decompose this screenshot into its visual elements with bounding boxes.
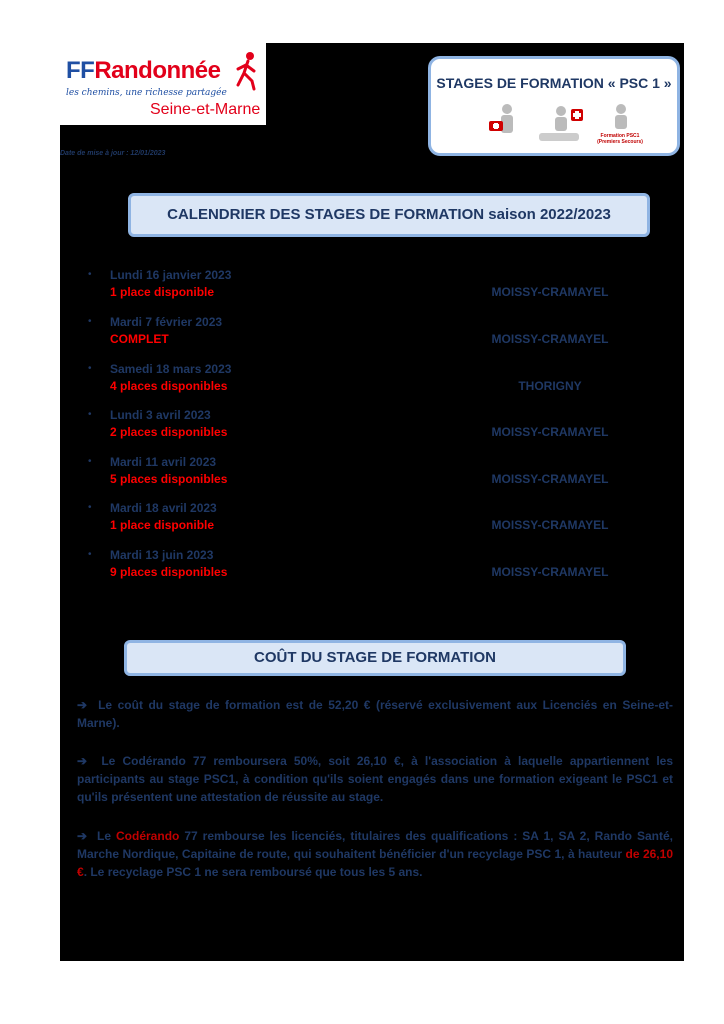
stage-availability: COMPLET	[110, 332, 169, 346]
arrow-right-icon: ➔	[77, 754, 88, 768]
bullet-icon: •	[88, 456, 92, 467]
bullet-icon: •	[88, 363, 92, 374]
stage-availability: 1 place disponible	[110, 285, 215, 299]
hiker-icon	[232, 51, 262, 91]
cost-paragraph-1-text: Le coût du stage de formation est de 52,20 € (réservé exclusivement aux Licenciés en Seine-et-Marne).	[77, 698, 673, 730]
stage-location: MOISSY-CRAMAYEL	[491, 425, 609, 439]
ffrandonnee-logo	[60, 43, 266, 125]
stage-item	[88, 362, 648, 402]
stage-title: STAGES DE FORMATION « PSC 1 »	[436, 75, 672, 91]
cost-p3-amount: de 26,10 €	[77, 847, 673, 879]
stage-availability: 4 places disponibles	[110, 379, 228, 393]
stage-date: Samedi 18 mars 2023	[110, 362, 232, 376]
stage-location: MOISSY-CRAMAYEL	[491, 472, 609, 486]
stage-availability: 2 places disponibles	[110, 425, 228, 439]
stage-availability: 1 place disponible	[110, 518, 215, 532]
cost-p3-part-c: 77 rembourse les licenciés, titulaires des qualifications : SA 1, SA 2, Rando Santé, Marche Nordique, Capitaine de route, qui souhaitent bénéficier d'un recyclage PSC 1, à hauteur	[77, 829, 673, 861]
cost-p3-part-e: . Le recyclage PSC 1 ne sera remboursé que tous les 5 ans.	[83, 865, 423, 879]
stage-date: Lundi 16 janvier 2023	[110, 268, 232, 282]
logo-brand	[66, 57, 221, 85]
arrow-right-icon: ➔	[77, 698, 88, 712]
logo-brand-ff: FF	[66, 57, 95, 84]
stage-item	[88, 455, 648, 495]
cost-p3-coderando: Codérando	[116, 829, 180, 843]
stage-item	[88, 315, 648, 355]
bullet-icon: •	[88, 502, 92, 513]
stage-date: Mardi 11 avril 2023	[110, 455, 217, 469]
stage-date: Lundi 3 avril 2023	[110, 408, 211, 422]
cost-paragraph-2-text: Le Codérando 77 remboursera 50%, soit 26,10 €, à l'association à laquelle appartiennent les participants au stage PSC1, à condition qu'ils soient engagés dans une formation exigeant le PSC1 et qu'ils présentent une attestation de réussite au stage.	[77, 754, 674, 804]
stage-availability: 5 places disponibles	[110, 472, 228, 486]
cost-paragraph-1	[77, 696, 673, 732]
stage-item	[88, 501, 648, 541]
stage-location: MOISSY-CRAMAYEL	[491, 565, 609, 579]
stage-location: THORIGNY	[518, 379, 582, 393]
stage-item	[88, 268, 648, 308]
stage-date: Mardi 7 février 2023	[110, 315, 223, 329]
calendar-section-header: CALENDRIER DES STAGES DE FORMATION saison 2022/2023	[128, 193, 650, 237]
stage-item	[88, 408, 648, 448]
stage-availability: 9 places disponibles	[110, 565, 228, 579]
cost-section-header: COÛT DU STAGE DE FORMATION	[124, 640, 626, 676]
stage-title-box	[428, 56, 680, 156]
stage-date: Mardi 18 avril 2023	[110, 501, 217, 515]
stage-item	[88, 548, 648, 588]
logo-brand-rest: Randonnée	[94, 57, 221, 84]
bullet-icon: •	[88, 549, 92, 560]
cost-paragraph-3	[77, 827, 673, 881]
arrow-right-icon: ➔	[77, 829, 88, 843]
training-image-label: Formation PSC1 (Premiers Secours)	[597, 133, 643, 145]
cost-p3-part-a: Le	[97, 829, 117, 843]
logo-region: Seine-et-Marne	[150, 101, 261, 118]
stage-location: MOISSY-CRAMAYEL	[491, 285, 609, 299]
cost-paragraph-2	[77, 752, 673, 806]
update-date: Date de mise à jour : 12/01/2023	[60, 150, 166, 157]
bullet-icon: •	[88, 269, 92, 280]
stage-date: Mardi 13 juin 2023	[110, 548, 214, 562]
stage-location: MOISSY-CRAMAYEL	[491, 332, 609, 346]
stage-location: MOISSY-CRAMAYEL	[491, 518, 609, 532]
bullet-icon: •	[88, 409, 92, 420]
bullet-icon: •	[88, 316, 92, 327]
logo-tagline: les chemins, une richesse partagée	[66, 88, 227, 98]
